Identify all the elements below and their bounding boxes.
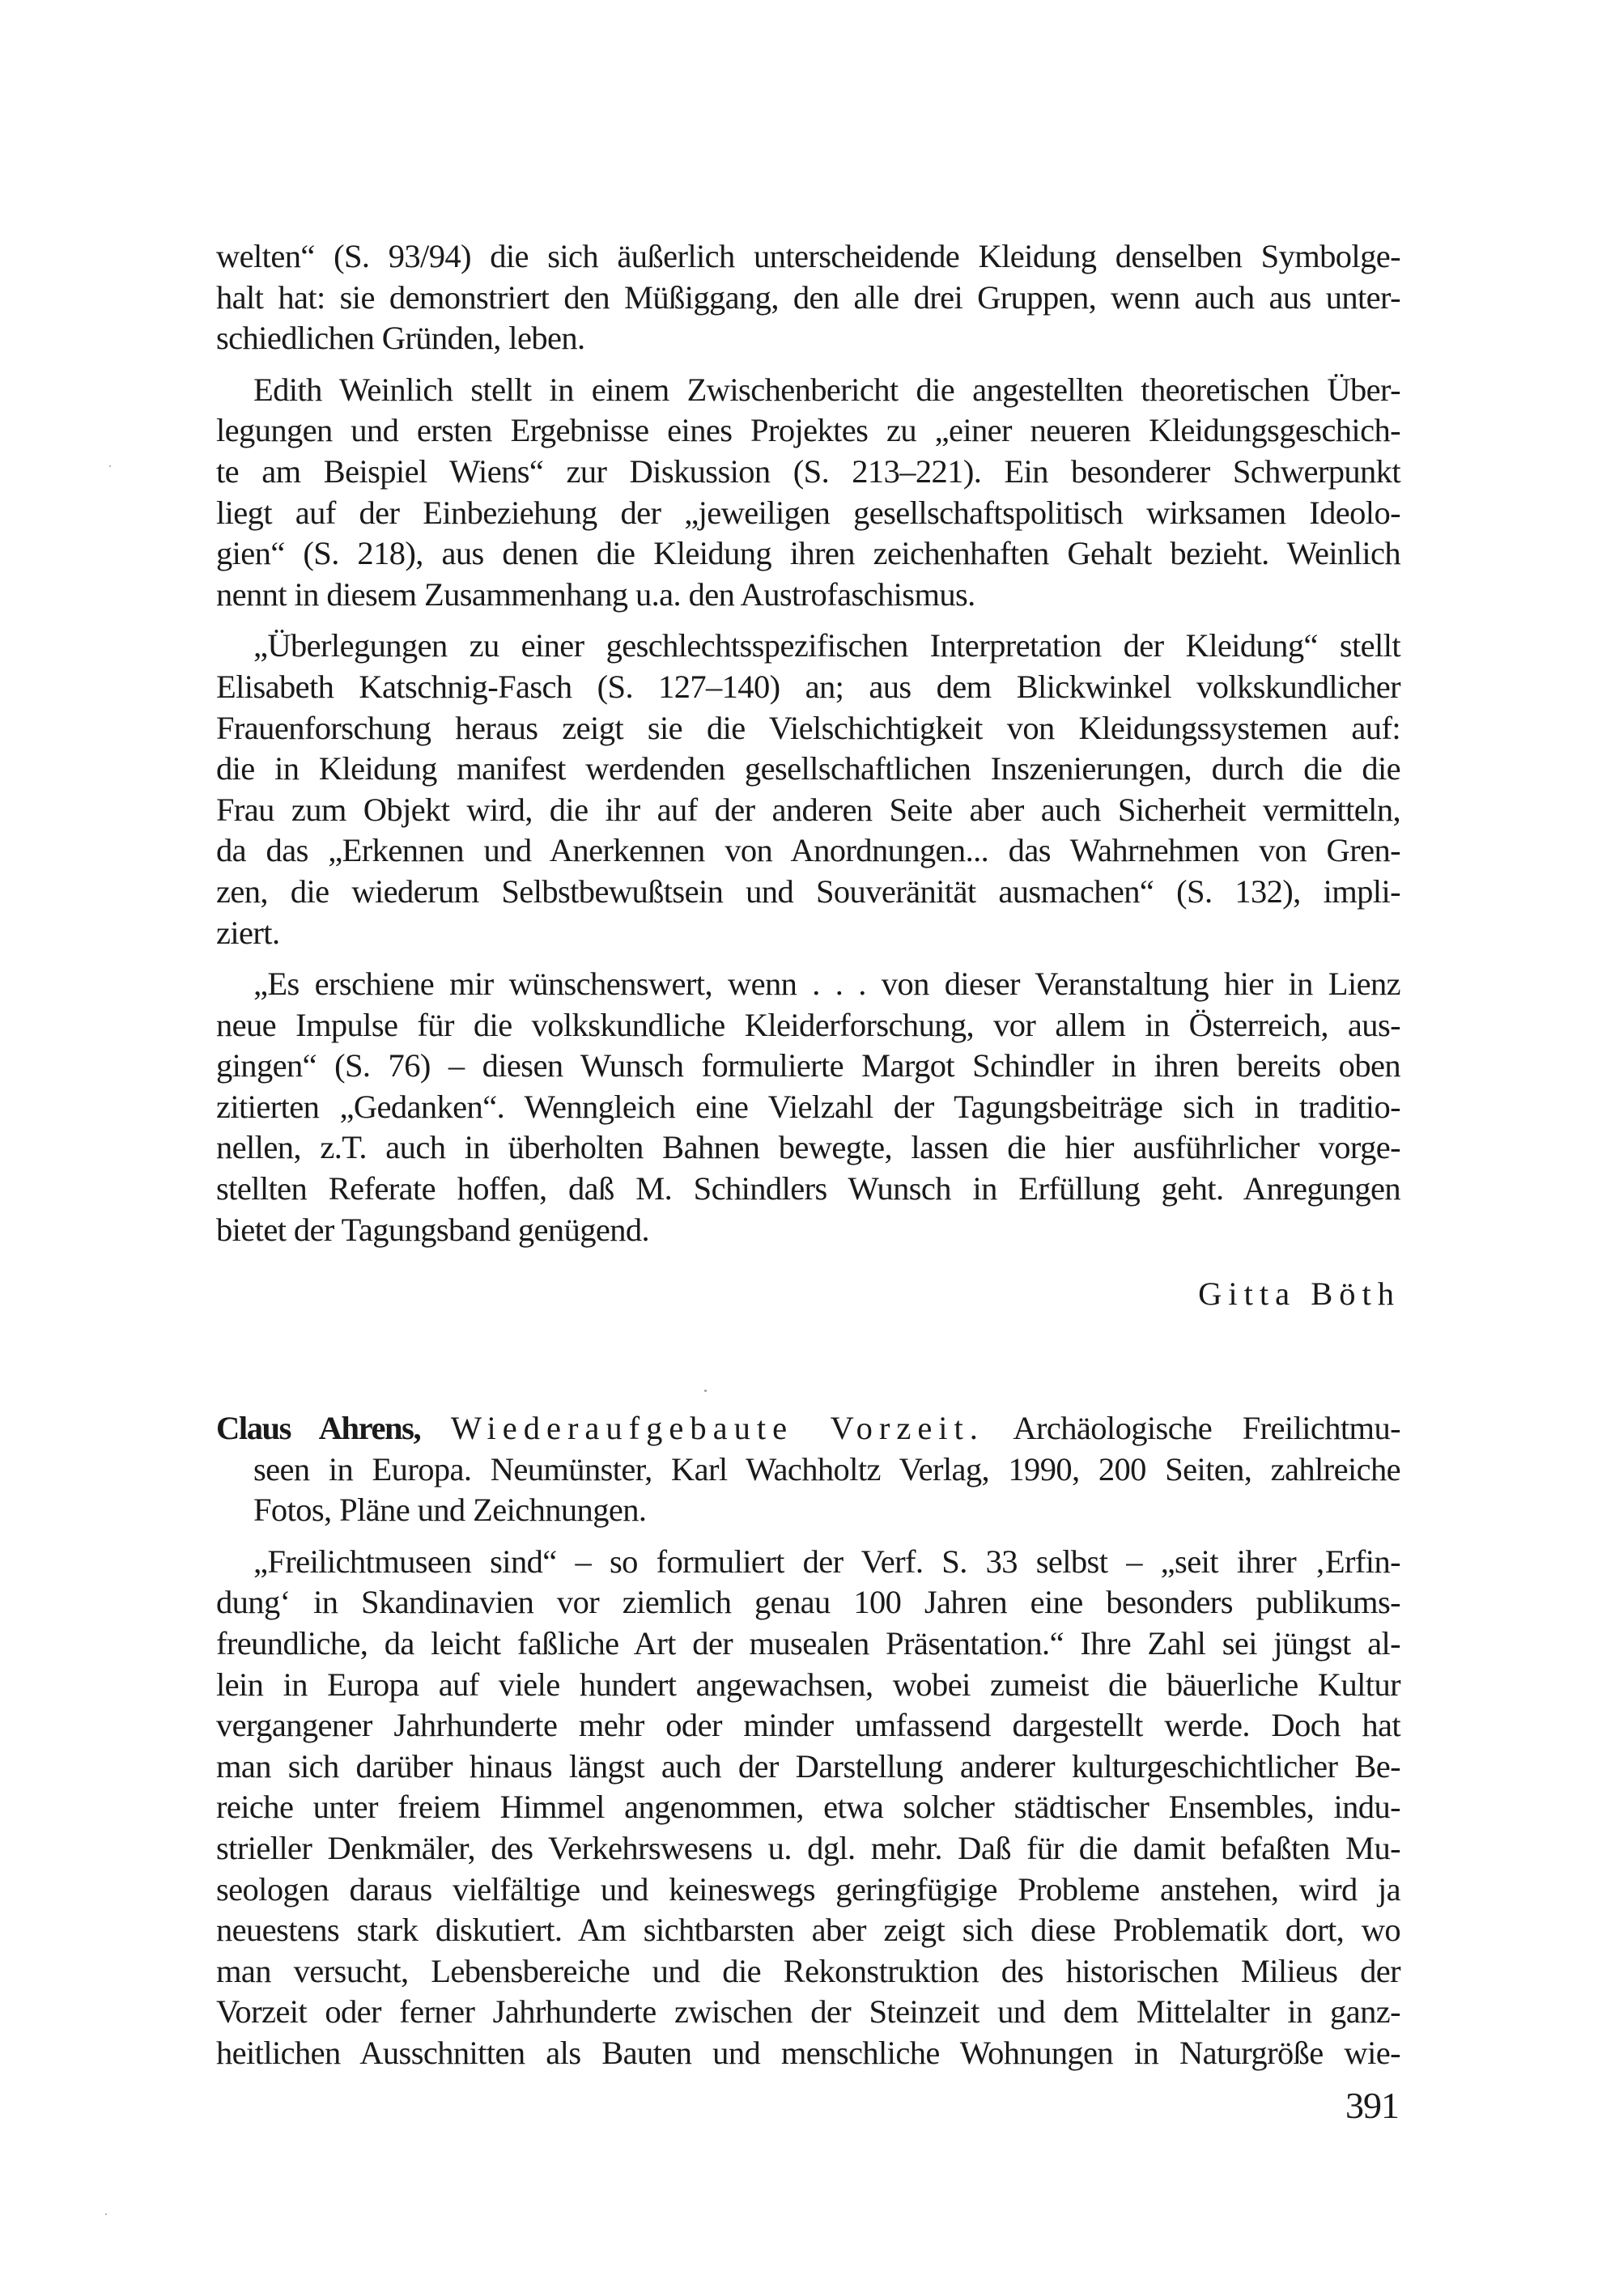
text-line: heitlichen Ausschnitten als Bauten und menschliche Wohnungen in Naturgröße wie- <box>216 2034 1400 2071</box>
review-1-paragraph-3 <box>216 626 1400 953</box>
citation-line <box>216 1408 1400 1449</box>
scan-speck <box>105 2213 107 2215</box>
text-line: neue Impulse für die volkskundliche Kleiderforschung, vor allem in Österreich, aus- <box>216 1006 1400 1043</box>
text-line: Edith Weinlich stellt in einem Zwischenbericht die angestellten theoretischen Über- <box>253 371 1400 408</box>
citation-line: Fotos, Pläne und Zeichnungen. <box>253 1492 647 1529</box>
text-line: bietet der Tagungsband genügend. <box>216 1211 650 1248</box>
text-line: die in Kleidung manifest werdenden gesellschaftlichen Inszenierungen, durch die die <box>216 750 1400 787</box>
text-line: legungen und ersten Ergebnisse eines Projektes zu „einer neueren Kleidungsgeschich- <box>216 412 1400 449</box>
text-line: gingen“ (S. 76) – diesen Wunsch formulierte Margot Schindler in ihren bereits oben <box>216 1047 1400 1084</box>
review-2-body <box>216 1408 1400 2074</box>
text-line: „Freilichtmuseen sind“ – so formuliert der Verf. S. 33 selbst – „seit ihrer ‚Erfin- <box>253 1543 1400 1580</box>
text-line: schiedlichen Gründen, leben. <box>216 320 585 357</box>
review-1-paragraph-1 <box>216 236 1400 359</box>
review-1-paragraph-2 <box>216 370 1400 616</box>
text-line: strieller Denkmäler, des Verkehrswesens u. dgl. mehr. Daß für die damit befaßten Mu- <box>216 1829 1400 1866</box>
text-line: freundliche, da leicht faßliche Art der musealen Präsentation.“ Ihre Zahl sei jüngst al- <box>216 1624 1400 1662</box>
text-line: lein in Europa auf viele hundert angewachsen, wobei zumeist die bäuerliche Kultur <box>216 1666 1400 1703</box>
page-number: 391 <box>1345 2085 1399 2126</box>
text-line: liegt auf der Einbeziehung der „jeweiligen gesellschaftspolitisch wirksamen Ideolo- <box>216 494 1400 531</box>
text-line: gien“ (S. 218), aus denen die Kleidung ihren zeichenhaften Gehalt bezieht. Weinlich <box>216 535 1400 572</box>
text-line: halt hat: sie demonstriert den Müßiggang, den alle drei Gruppen, wenn auch aus unter- <box>216 278 1400 316</box>
text-line: Vorzeit oder ferner Jahrhunderte zwischen der Steinzeit und dem Mittelalter in ganz- <box>216 1993 1400 2031</box>
reviewer-signature <box>1198 1275 1400 1313</box>
text-line: zen, die wiederum Selbstbewußtsein und Souveränität ausmachen“ (S. 132), impli- <box>216 872 1400 910</box>
review-2-paragraph-1 <box>216 1542 1400 2074</box>
text-line: da das „Erkennen und Anerkennen von Anordnungen... das Wahrnehmen von Gren- <box>216 832 1400 869</box>
scan-speck <box>109 465 111 467</box>
review-2-subtitle: Archäologische Freilichtmu- <box>1013 1410 1400 1446</box>
text-line: vergangener Jahrhunderte mehr oder minder umfassend dargestellt werde. Doch hat <box>216 1707 1400 1744</box>
review-2-book-title: Wiederaufgebaute Vorzeit. <box>450 1410 984 1446</box>
text-line: zitierten „Gedanken“. Wenngleich eine Vielzahl der Tagungsbeiträge sich in traditio- <box>216 1088 1400 1125</box>
review-2-citation <box>216 1408 1400 1531</box>
text-line: ziert. <box>216 914 280 951</box>
text-line: stellten Referate hoffen, daß M. Schindlers Wunsch in Erfüllung geht. Anregungen <box>216 1170 1400 1207</box>
text-line: Frauenforschung heraus zeigt sie die Vielschichtigkeit von Kleidungssystemen auf: <box>216 709 1400 746</box>
review-1-paragraph-4 <box>216 964 1400 1250</box>
text-line: nellen, z.T. auch in überholten Bahnen bewegte, lassen die hier ausführlicher vorge- <box>216 1129 1400 1166</box>
text-line: Frau zum Objekt wird, die ihr auf der anderen Seite aber auch Sicherheit vermitteln, <box>216 791 1400 828</box>
text-line: man sich darüber hinaus längst auch der Darstellung anderer kulturgeschichtlicher Be- <box>216 1747 1400 1785</box>
scan-speck <box>704 1390 707 1392</box>
text-line: man versucht, Lebensbereiche und die Rekonstruktion des historischen Milieus der <box>216 1952 1400 1989</box>
text-line: te am Beispiel Wiens“ zur Diskussion (S. 213–221). Ein besonderer Schwerpunkt <box>216 452 1400 490</box>
text-line: neuestens stark diskutiert. Am sichtbarsten aber zeigt sich diese Problematik dort, wo <box>216 1912 1400 1949</box>
citation-line: seen in Europa. Neumünster, Karl Wachholtz Verlag, 1990, 200 Seiten, zahlreiche <box>253 1450 1400 1488</box>
review-1-body <box>216 236 1400 1250</box>
text-line: welten“ (S. 93/94) die sich äußerlich unterscheidende Kleidung denselben Symbolge- <box>216 238 1400 274</box>
text-line: Elisabeth Katschnig-Fasch (S. 127–140) an; aus dem Blickwinkel volkskundlicher <box>216 668 1400 705</box>
reviewer-name: Gitta Böth <box>1198 1275 1400 1312</box>
text-line: „Überlegungen zu einer geschlechtsspezifischen Interpretation der Kleidung“ stellt <box>253 627 1400 664</box>
text-line: seologen daraus vielfältige und keineswegs geringfügige Probleme anstehen, wird ja <box>216 1870 1400 1908</box>
text-line: dung‘ in Skandinavien vor ziemlich genau 100 Jahren eine besonders publikums- <box>216 1584 1400 1621</box>
text-line: nennt in diesem Zusammenhang u.a. den Austrofaschismus. <box>216 575 975 613</box>
text-line: „Es erschiene mir wünschenswert, wenn . . . von dieser Veranstaltung hier in Lienz <box>253 966 1400 1003</box>
review-2-author: Claus Ahrens, <box>216 1410 421 1446</box>
text-line: reiche unter freiem Himmel angenommen, etwa solcher städtischer Ensembles, indu- <box>216 1789 1400 1826</box>
